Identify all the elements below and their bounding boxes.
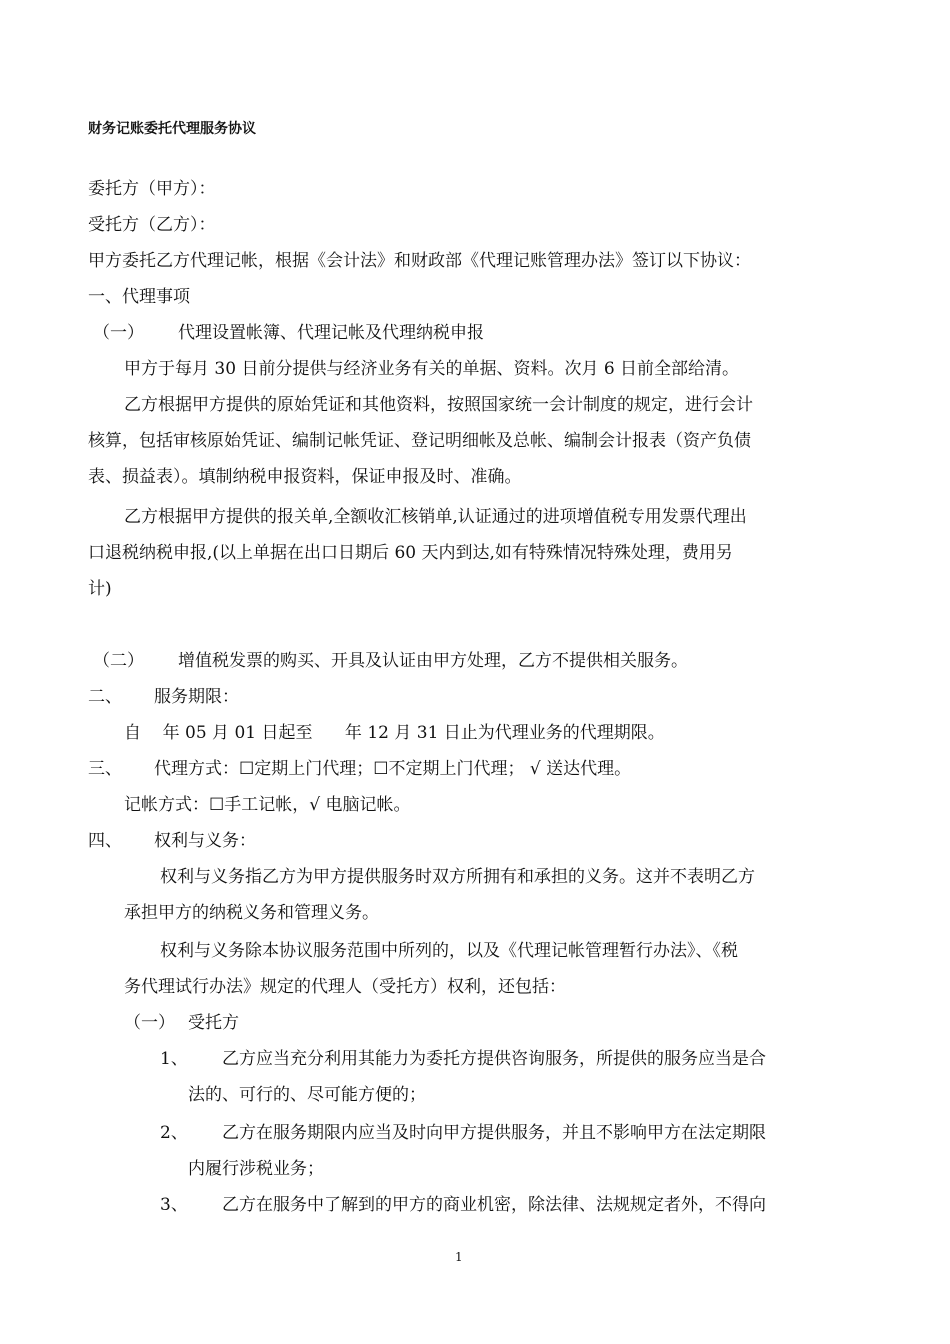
section-4-heading: 权利与义务：: [154, 831, 256, 851]
service-period-line: 自 年 05 月 01 日起至 年 12 月 31 日止为代理业务的代理期限。: [124, 723, 665, 743]
section-1-para-1: 甲方于每月 30 日前分提供与经济业务有关的单据、资料。次月 6 日前全部给清。: [124, 359, 740, 379]
section-1-para-2-line-1-text: 乙方根据甲方提供的原始凭证和其他资料，按照国家统一会计制度的规定，进行会计: [124, 395, 753, 415]
list-item-text-cont: 法的、可行的、尽可能方便的；: [188, 1085, 426, 1105]
list-item-text: 乙方应当充分利用其能力为委托方提供咨询服务，所提供的服务应当是合: [222, 1049, 766, 1069]
section-4-para-2-line-2: 务代理试行办法》规定的代理人（受托方）权利，还包括：: [124, 977, 566, 997]
section-4-para-1-line-2: 承担甲方的纳税义务和管理义务。: [124, 903, 379, 923]
section-1-para-2-line-3: 表、损益表）。填制纳税申报资料，保证申报及时、准确。: [88, 467, 522, 487]
section-1-para-3-line-1: 乙方根据甲方提供的报关单,全额收汇核销单,认证通过的进项增值税专用发票代理出: [124, 507, 747, 527]
section-2-heading: 服务期限：: [154, 687, 239, 707]
section-2-number: 二、: [88, 687, 122, 707]
intro-line: 甲方委托乙方代理记帐，根据《会计法》和财政部《代理记账管理办法》签订以下协议：: [88, 251, 751, 271]
section-1-2-number: （二）: [93, 651, 144, 671]
section-4-para-2-line-1: 权利与义务除本协议服务范围中所列的，以及《代理记帐管理暂行办法》、《税: [160, 941, 738, 961]
section-1-2-text: 增值税发票的购买、开具及认证由甲方处理，乙方不提供相关服务。: [178, 651, 688, 671]
section-1-para-3-line-3: 计): [88, 579, 112, 599]
list-item-number: 1、: [160, 1049, 188, 1069]
section-3-agency-mode: 代理方式：☐定期上门代理；☐不定期上门代理； √ 送达代理。: [154, 759, 632, 779]
section-1-heading: 一、代理事项: [88, 287, 190, 307]
list-item-text-cont: 内履行涉税业务；: [188, 1159, 324, 1179]
bookkeeping-mode-line: 记帐方式：☐手工记帐，√ 电脑记帐。: [124, 795, 411, 815]
list-item-number: 3、: [160, 1195, 188, 1215]
party-b-line: 受托方（乙方）：: [88, 215, 216, 235]
section-1-para-2-line-1: [124, 394, 836, 416]
section-1-1-text: 代理设置帐簿、代理记帐及代理纳税申报: [178, 323, 484, 343]
list-item-number: 2、: [160, 1123, 188, 1143]
section-4-para-1-line-1: 权利与义务指乙方为甲方提供服务时双方所拥有和承担的义务。这并不表明乙方: [160, 867, 755, 887]
page-number: 1: [455, 1250, 463, 1264]
section-4-number: 四、: [88, 831, 122, 851]
section-1-1-number: （一）: [93, 323, 144, 343]
party-a-line: 委托方（甲方）：: [88, 179, 216, 199]
doc-title: 财务记账委托代理服务协议: [88, 121, 256, 137]
section-1-para-3-line-2: 口退税纳税申报,(以上单据在出口日期后 60 天内到达,如有特殊情况特殊处理，费用另: [88, 543, 733, 563]
section-4-1-number: （一）: [124, 1013, 175, 1033]
section-1-para-2-line-2: 核算，包括审核原始凭证、编制记帐凭证、登记明细帐及总帐、编制会计报表（资产负债: [88, 431, 751, 451]
section-4-1-text: 受托方: [188, 1013, 239, 1033]
list-item-text: 乙方在服务中了解到的甲方的商业机密，除法律、法规规定者外，不得向: [222, 1195, 766, 1215]
section-3-number: 三、: [88, 759, 122, 779]
list-item-text: 乙方在服务期限内应当及时向甲方提供服务，并且不影响甲方在法定期限: [222, 1123, 766, 1143]
